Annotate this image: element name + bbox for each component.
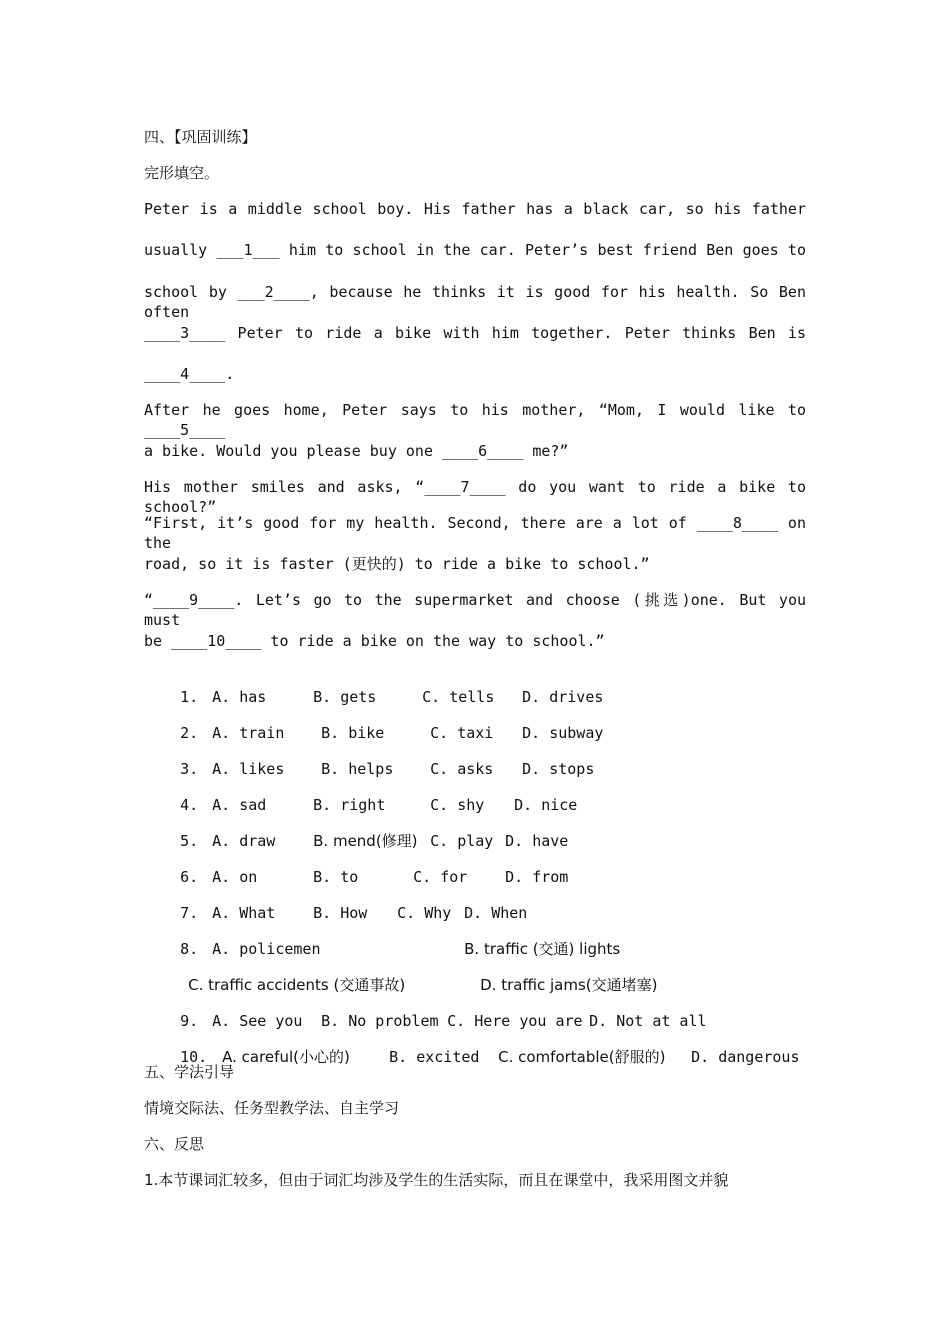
option-d: D. Not at all [589, 1012, 707, 1030]
passage-line: Peter is a middle school boy. His father has a black car, so his father [144, 200, 806, 218]
option-d: D. When [464, 904, 528, 922]
passage-line: ____3____ Peter to ride a bike with him together. Peter thinks Ben is [144, 324, 806, 342]
section-5-text: 情境交际法、任务型教学法、自主学习 [144, 1099, 400, 1117]
option-a: A. has [212, 688, 267, 706]
question-row [144, 1027, 800, 1087]
section-4-heading: 四、【巩固训练】 [144, 128, 257, 146]
option-b: B. gets [313, 688, 377, 706]
passage-line: After he goes home, Peter says to his mother, “Mom, I would like to ____5____ [144, 401, 806, 439]
option-b: B. excited [389, 1048, 480, 1066]
option-a: A. See you [212, 1012, 303, 1030]
option-c: C. comfortable(舒服的) [498, 1048, 666, 1066]
option-b: B. helps [321, 760, 394, 778]
option-a: A. likes [212, 760, 285, 778]
passage-line: usually ___1___ him to school in the car. Peter’s best friend Ben goes to [144, 241, 806, 259]
option-c: C. for [413, 868, 468, 886]
passage-line: ____4____. [144, 365, 235, 383]
question-number: 9. [180, 1012, 199, 1030]
question-number: 8. [180, 940, 199, 958]
question-number: 7. [180, 904, 199, 922]
option-d: D. stops [522, 760, 595, 778]
passage-line: a bike. Would you please buy one ____6____ me?” [144, 442, 569, 460]
question-number: 10. [180, 1048, 208, 1066]
option-a: A. What [212, 904, 276, 922]
question-number: 6. [180, 868, 199, 886]
option-b: B. right [313, 796, 386, 814]
option-b: B. bike [321, 724, 385, 742]
passage-line: His mother smiles and asks, “____7____ do you want to ride a bike to school?” [144, 478, 806, 516]
option-d: D. have [505, 832, 569, 850]
section-6-text: 1.本节课词汇较多，但由于词汇均涉及学生的生活实际，而且在课堂中，我采用图文并貌 [144, 1171, 729, 1189]
option-a: A. train [212, 724, 285, 742]
section-6-heading: 六、反思 [144, 1135, 205, 1153]
option-b: B. traffic (交通) lights [464, 940, 621, 958]
passage-line: school by ___2____, because he thinks it is good for his health. So Ben often [144, 283, 806, 321]
option-b: B. mend(修理) [313, 832, 418, 850]
option-a: A. draw [212, 832, 276, 850]
option-d: D. nice [514, 796, 578, 814]
question-number: 2. [180, 724, 199, 742]
option-d: D. drives [522, 688, 604, 706]
option-c: C. traffic accidents (交通事故) [188, 976, 406, 994]
option-a: A. careful(小心的) [222, 1048, 350, 1066]
option-c: C. taxi [430, 724, 494, 742]
question-number: 1. [180, 688, 199, 706]
question-number: 3. [180, 760, 199, 778]
question-number: 5. [180, 832, 199, 850]
option-d: D. dangerous [691, 1048, 800, 1066]
option-c: C. tells [422, 688, 495, 706]
passage-line: “____9____. Let’s go to the supermarket and choose (挑选)one. But you must [144, 591, 806, 629]
question-number: 4. [180, 796, 199, 814]
option-b: B. to [313, 868, 359, 886]
cloze-instruction: 完形填空。 [144, 164, 220, 182]
section-5-heading: 五、学法引导 [144, 1063, 235, 1081]
passage-line: “First, it’s good for my health. Second, there are a lot of ____8____ on the [144, 514, 806, 552]
passage-line: be ____10____ to ride a bike on the way to school.” [144, 632, 605, 650]
option-a: A. on [212, 868, 258, 886]
option-c: C. Here you are [447, 1012, 583, 1030]
option-b: B. How [313, 904, 368, 922]
option-c: C. play [430, 832, 494, 850]
option-d: D. traffic jams(交通堵塞) [480, 976, 658, 994]
option-d: D. from [505, 868, 569, 886]
option-c: C. Why [397, 904, 452, 922]
option-a: A. sad [212, 796, 267, 814]
option-c: C. shy [430, 796, 485, 814]
passage-line: road, so it is faster (更快的) to ride a bike to school.” [144, 555, 650, 573]
option-c: C. asks [430, 760, 494, 778]
option-d: D. subway [522, 724, 604, 742]
option-b: B. No problem [321, 1012, 439, 1030]
option-a: A. policemen [212, 940, 321, 958]
